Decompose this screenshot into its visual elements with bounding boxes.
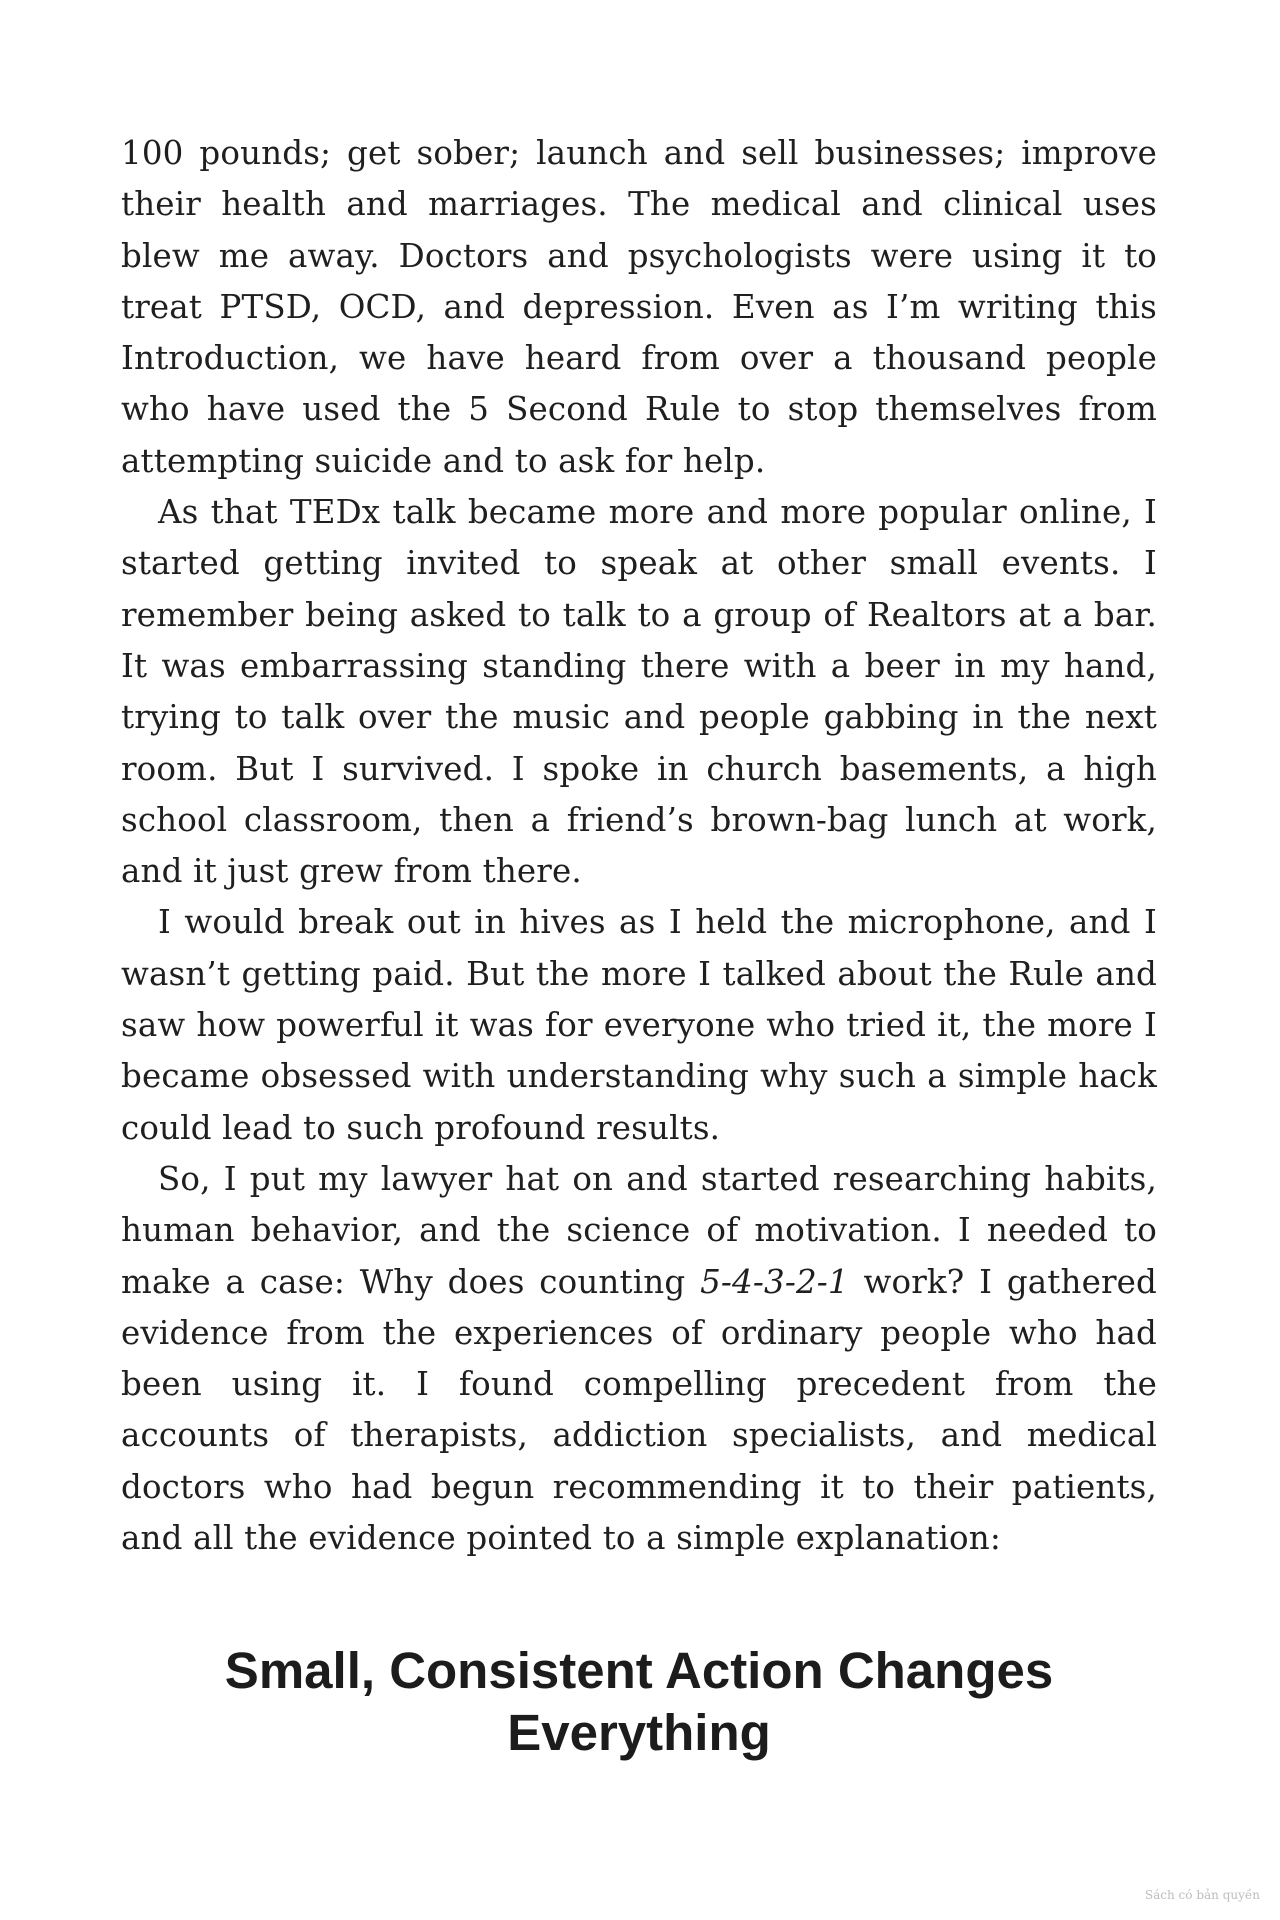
section-heading <box>121 1640 1157 1764</box>
paragraph-4: So, I put my lawyer hat on and started researching habits, human behavior, and the science of motivation. I needed to make a case: Why does counting 5-4-3-2-1 work? I gathered evidence from the experiences of ordinary people who had been using it. I found compelling precedent from the accounts of therapists, addiction specialists, and medical doctors who had begun recommending it to their patients, and all the evidence pointed to a simple explanation: <box>121 1159 1157 1558</box>
paragraph-1: 100 pounds; get sober; launch and sell businesses; improve their health and marriages. The medical and clinical uses blew me away. Doctors and psychologists were using it to treat PTSD, OCD, and depression. Even as I’m writing this Introduction, we have heard from over a thousand people who have used the 5 Second Rule to stop themselves from attempting suicide and to ask for help. <box>121 134 1157 480</box>
heading-line-2: Everything <box>507 1704 771 1761</box>
italic-countdown: 5-4-3-2-1 <box>700 1262 849 1301</box>
paragraph-3: I would break out in hives as I held the microphone, and I wasn’t getting paid. But the more I talked about the Rule and saw how powerful it was for everyone who tried it, the more I became obsessed with understanding why such a simple hack could lead to such profound results. <box>121 903 1157 1147</box>
body-text <box>121 128 1157 1564</box>
paragraph-2: As that TEDx talk became more and more popular online, I started getting invited to speak at other small events. I remember being asked to talk to a group of Realtors at a bar. It was embarrassing standing there with a beer in my hand, trying to talk over the music and people gabbing in the next room. But I survived. I spoke in church basements, a high school classroom, then a friend’s brown-bag lunch at work, and it just grew from there. <box>121 493 1157 891</box>
copyright-watermark: Sách có bản quyền <box>1144 1888 1260 1902</box>
heading-line-1: Small, Consistent Action Changes <box>224 1642 1054 1699</box>
